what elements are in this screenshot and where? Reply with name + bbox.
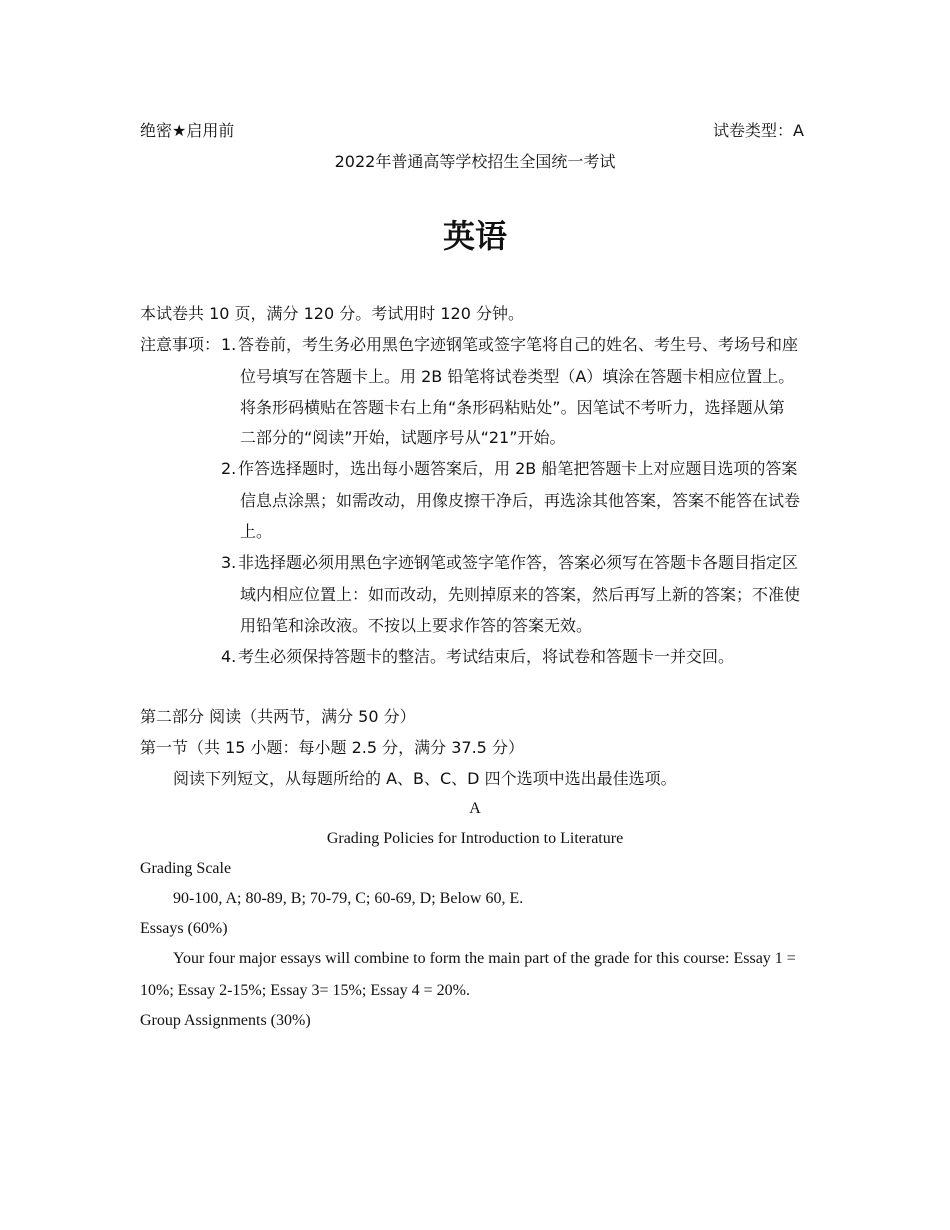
note-line: 将条形码横贴在答题卡右上角“条形码粘贴处”。因笔试不考听力，选择题从第 <box>240 398 785 417</box>
essays-text: Your four major essays will combine to form the main part of the grade for this course: Essay 1 = <box>173 950 796 967</box>
note-line: 考生必须保持答题卡的整洁。考试结束后，将试卷和答题卡一并交回。 <box>238 647 735 666</box>
note-line: 上。 <box>240 522 273 541</box>
exam-summary: 本试卷共 10 页，满分 120 分。考试用时 120 分钟。 <box>140 304 524 323</box>
note-line: 域内相应位置上：如而改动，先则掉原来的答案，然后再写上新的答案；不准使 <box>240 585 801 604</box>
essays-heading: Essays (60%) <box>140 920 228 937</box>
grading-scale-text: 90-100, A; 80-89, B; 70-79, C; 60-69, D; Below 60, E. <box>173 890 524 907</box>
note-line: 位号填写在答题卡上。用 2B 铅笔将试卷类型（A）填涂在答题卡相应位置上。 <box>240 367 795 386</box>
passage-title: Grading Policies for Introduction to Literature <box>326 830 624 847</box>
part-heading: 第二部分 阅读（共两节，满分 50 分） <box>140 707 416 726</box>
notes-label: 注意事项： <box>140 335 221 354</box>
note-number: 3. <box>221 553 237 572</box>
note-line: 答卷前，考生务必用黑色字迹钢笔或签字笔将自己的姓名、考生号、考场号和座 <box>238 335 799 354</box>
note-number: 1. <box>221 335 237 354</box>
grading-scale-heading: Grading Scale <box>140 860 232 877</box>
paper-type-label: 试卷类型：A <box>713 121 804 140</box>
note-line: 信息点涂黑；如需改动，用像皮擦干净后，再选涂其他答案，答案不能答在试卷 <box>240 491 801 510</box>
note-number: 4. <box>221 647 237 666</box>
subsection-heading: 第一节（共 15 小题：每小题 2.5 分，满分 37.5 分） <box>140 738 524 757</box>
note-line: 二部分的“阅读”开始，试题序号从“21”开始。 <box>240 428 566 447</box>
section-instruction: 阅读下列短文，从每题所给的 A、B、C、D 四个选项中选出最佳选项。 <box>173 769 677 788</box>
group-assignments-heading: Group Assignments (30%) <box>140 1012 311 1029</box>
note-number: 2. <box>221 459 237 478</box>
note-line: 用铅笔和涂改液。不按以上要求作答的答案无效。 <box>240 616 593 635</box>
confidential-label: 绝密★启用前 <box>140 121 235 140</box>
exam-name: 2022年普通高等学校招生全国统一考试 <box>334 152 616 171</box>
note-line: 非选择题必须用黑色字迹钢笔或签字笔作答，答案必须写在答题卡各题目指定区 <box>238 553 799 572</box>
passage-label: A <box>469 800 481 817</box>
essays-text: 10%; Essay 2-15%; Essay 3= 15%; Essay 4 = 20%. <box>140 982 471 999</box>
note-line: 作答选择题时，选出每小题答案后，用 2B 船笔把答题卡上对应题目选项的答案 <box>238 459 798 478</box>
subject-title: 英语 <box>442 217 507 255</box>
